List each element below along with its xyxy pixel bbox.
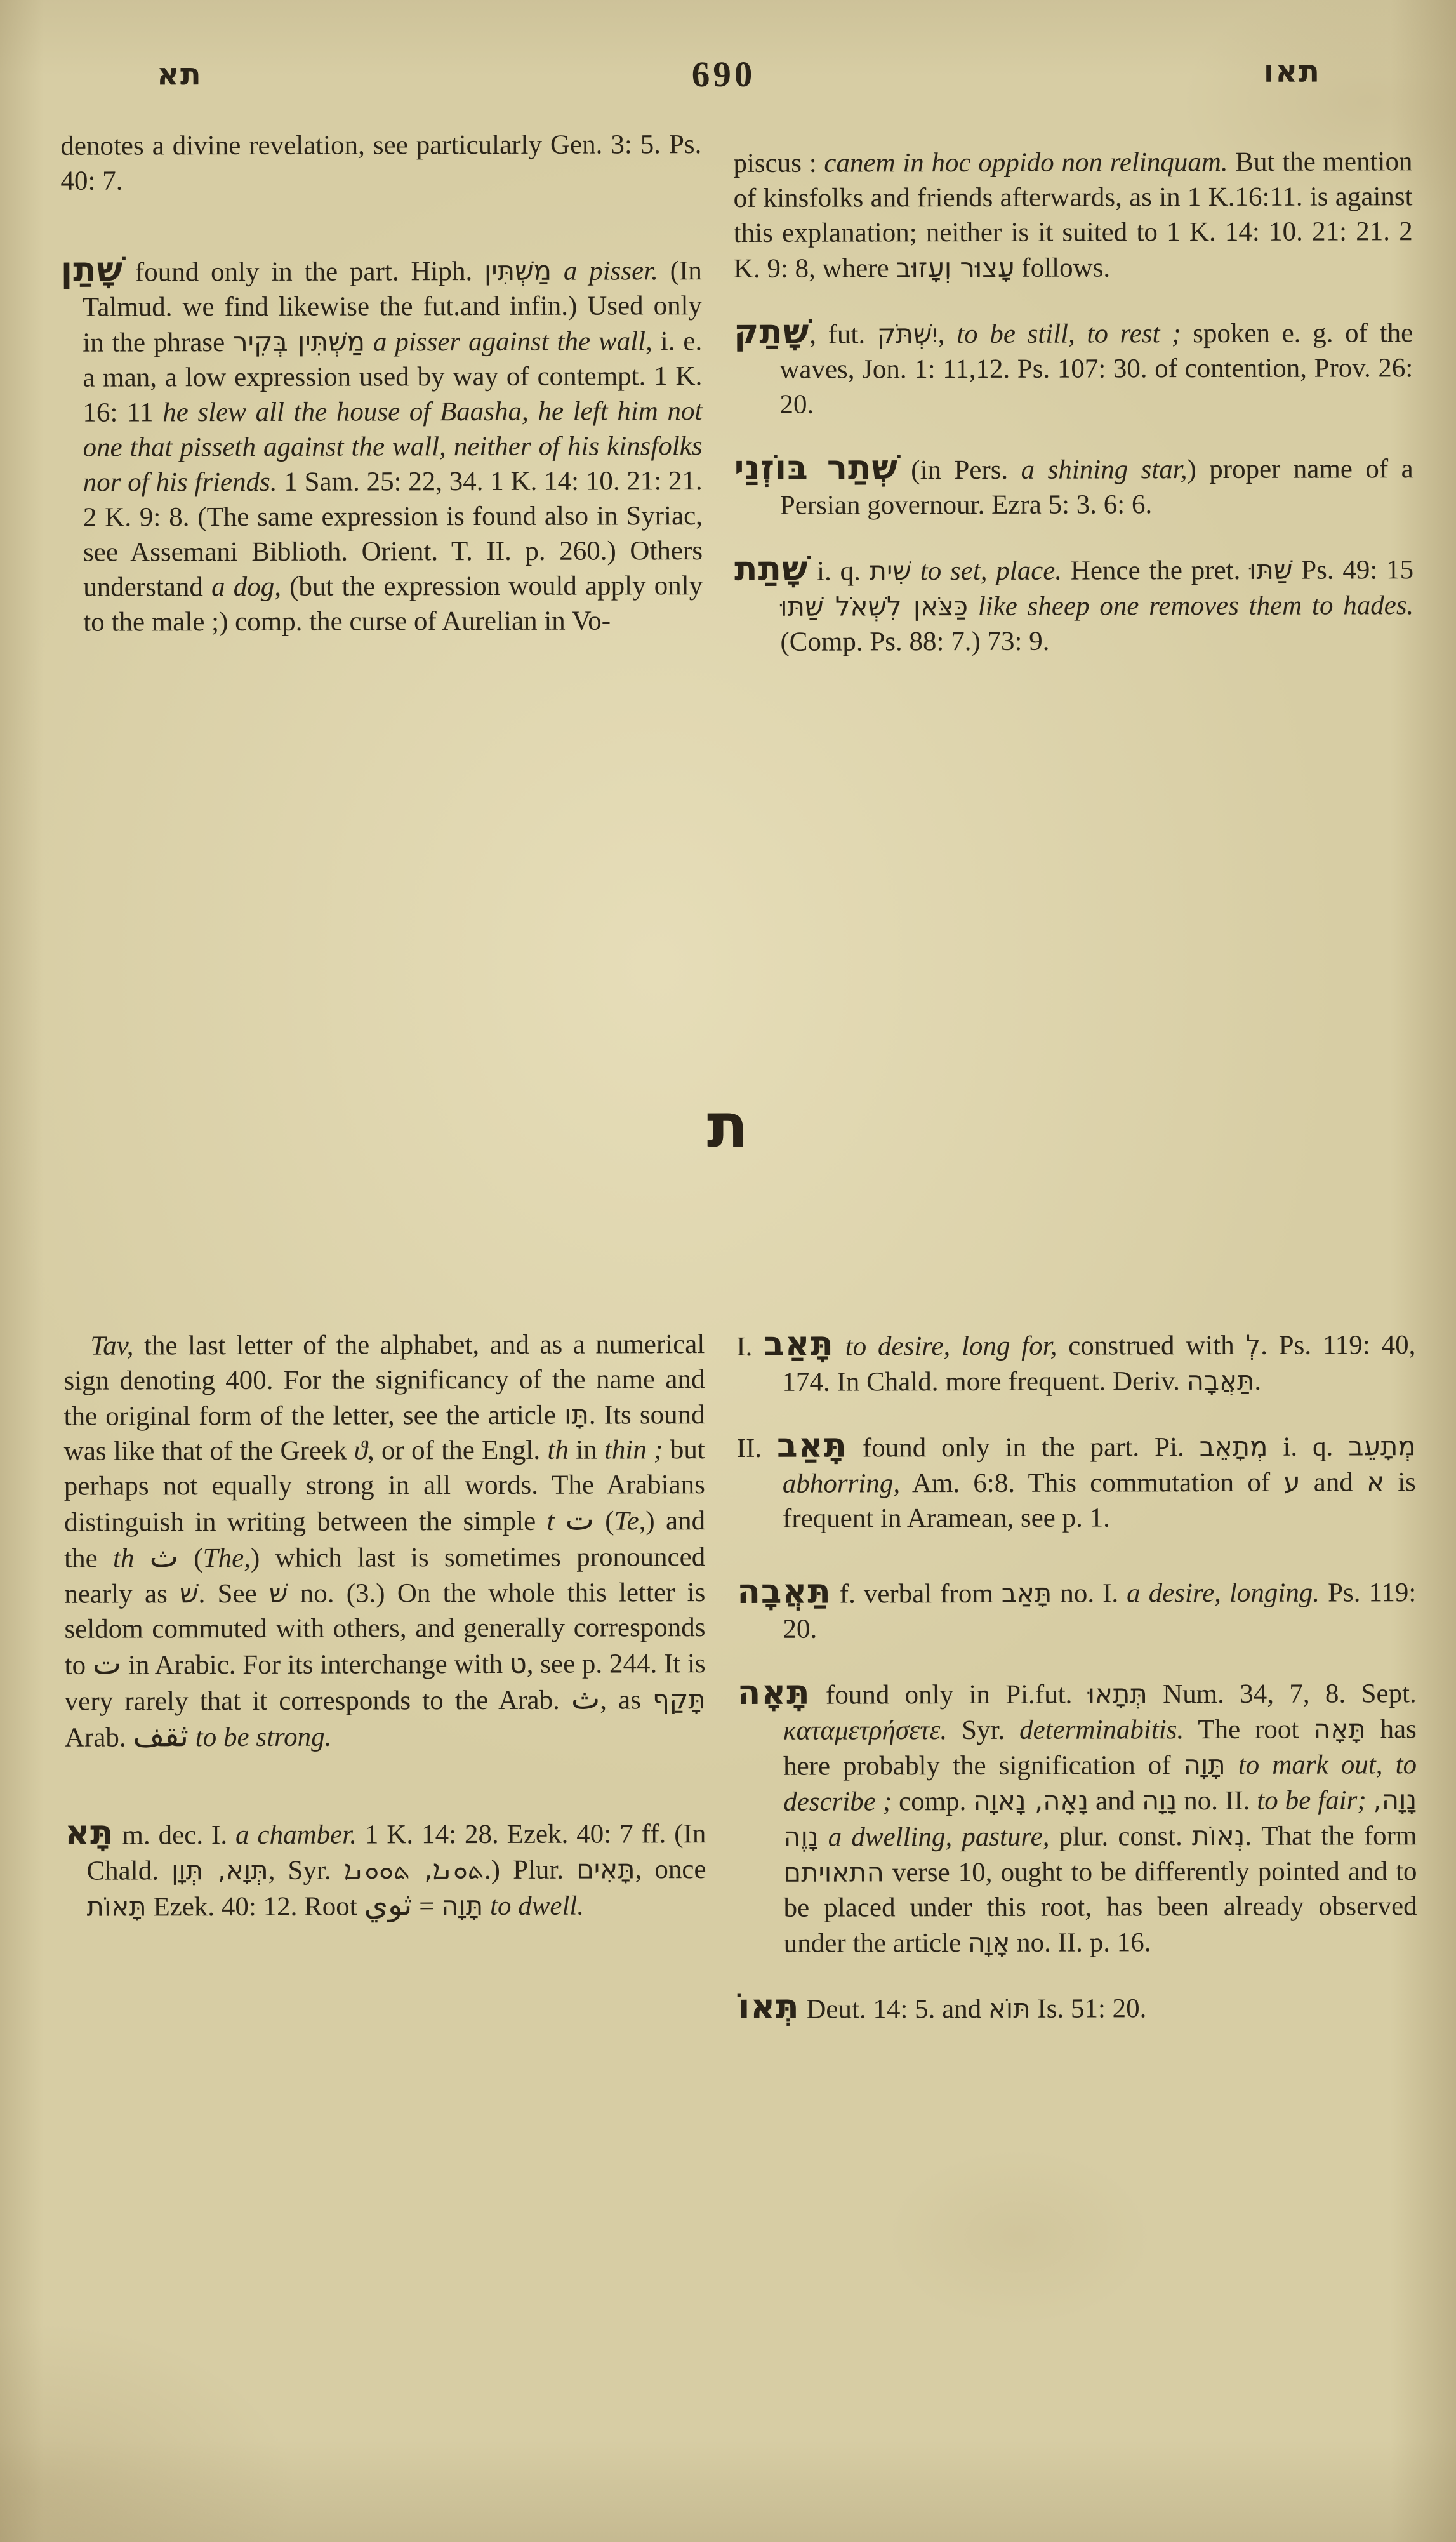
left-column-lower	[63, 1327, 706, 2029]
entry-continuation-denotes: denotes a divine revelation, see particularly Gen. 3: 5. Ps. 40: 7.	[60, 130, 702, 196]
entry-continuation-piscus: piscus : canem in hoc oppido non relinquam. But the mention of kinsfolks and friends afterwards, as in 1 K.16:11. is against this explanation; neither is it suited to 1 K. 14: 10. 21: 21. 2 K. 9: 8, where עָצוּר וְעָזוּב follows.	[733, 147, 1413, 284]
header-hebrew-left: תא	[156, 57, 202, 93]
upper-section	[60, 125, 1413, 662]
page-number: 690	[691, 54, 756, 95]
page-header	[0, 54, 1453, 109]
entry-ta-chamber: תָּא m. dec. I. a chamber. 1 K. 14: 28. Ezek. 40: 7 ff. (In Chald. תְּוָא, תְּוָן, Syr. ܬܘܢܐ, ܬܘܘܢܐ.) Plur. תָּאִים, once תָּאוֹת Ezek. 40: 12. Root תָּוָה = ثوي to dwell.	[65, 1813, 706, 1923]
entry-taab-2: II. תָּאַב found only in the part. Pi. מְתָאֵב i. q. מְתָעֵב abhorring, Am. 6:8. This commutation of ע and א is frequent in Aramean, see p. 1.	[736, 1425, 1416, 1534]
entry-taabah: תַּאֲבָה f. verbal from תָּאַב no. I. a desire, longing. Ps. 119: 20.	[737, 1571, 1417, 1644]
entry-shethar-boznai: שְׁתַר בּוֹזְנַי (in Pers. a shining star,) proper name of a Persian governour. Ezra 5: 3. 6: 6.	[734, 448, 1413, 521]
entry-shathaq: שָׁתַק, fut. יִשְׁתֹּק, to be still, to rest ; spoken e. g. of the waves, Jon. 1: 11,12. Ps. 107: 30. of contention, Prov. 26: 20.	[734, 312, 1413, 420]
entry-teo: תְּאוֹ Deut. 14: 5. and תּוֹא Is. 51: 20.	[738, 1986, 1147, 2026]
entry-shathath: שָׁתַת i. q. שִׁית to set, place. Hence the pret. שַׁתּוּ Ps. 49: 15 כַּצֹּאן לִשְׁאֹל שַׁתּוּ like sheep one removes them to hades. (Comp. Ps. 88: 7.) 73: 9.	[734, 549, 1414, 657]
paragraph-tav-letter: Tav, the last letter of the alphabet, and as a numerical sign denoting 400. For the significancy of the name and the original form of the letter, see the article תָּו. Its sound was like that of the Greek ϑ, or of the Engl. th in thin ; but perhaps not equally strong in all words. The Arabians distinguish in writing between the simple t ت (Te,) and the th ث (The,) which last is sometimes pronounced nearly as שׁ. See שׁ no. (3.) On the whole this letter is seldom commuted with others, and generally corresponds to ت in Arabic. For its interchange with ט, see p. 244. It is very rarely that it corresponds to the Arab. ث, as תָּקַף Arab. ثقف to be strong.	[63, 1329, 706, 1754]
right-column-lower	[736, 1325, 1417, 2027]
header-hebrew-right: תאו	[1263, 53, 1321, 90]
entry-taab-1: I. תָּאַב to desire, long for, construed with לְ. Ps. 119: 40, 174. In Chald. more frequent. Deriv. תַּאֲבָה.	[736, 1324, 1416, 1397]
entry-taah: תָּאָה found only in Pi.fut. תְּתָאוּ Num. 34, 7, 8. Sept. καταμετρήσετε. Syr. determinabitis. The root תָּאָה has here probably the signification of תָּוָה to mark out, to describe ; comp. נָאָה, נָאוָה and נָוָה no. II. to be fair; נָוָה, נָוֶה a dwelling, pasture, plur. const. נְאוֹת. That the form התאויתם verse 10, ought to be differently pointed and to be placed under this root, has been already observed under the article אָוָה no. II. p. 16.	[737, 1672, 1417, 1959]
section-letter-tav: ת	[706, 1089, 749, 1162]
left-column-upper	[60, 127, 703, 662]
entry-shathan: שָׁתַן found only in the part. Hiph. מַשְׁתִּין a pisser. (In Talmud. we find likewise the fut.and infin.) Used only in the phrase מַשְׁתִּין בְּקִיר a pisser against the wall, i. e. a man, a low expression used by way of contempt. 1 K. 16: 11 he slew all the house of Baasha, he left him not one that pisseth against the wall, neither of his kinsfolks nor of his friends. 1 Sam. 25: 22, 34. 1 K. 14: 10. 21: 21. 2 K. 9: 8. (The same expression is found also in Syriac, see Assemani Biblioth. Orient. T. II. p. 260.) Others understand a dog, (but the expression would apply only to the male ;) comp. the curse of Aurelian in Vo-	[60, 250, 703, 637]
lower-section	[63, 1325, 1417, 2029]
right-column-upper	[733, 125, 1413, 660]
